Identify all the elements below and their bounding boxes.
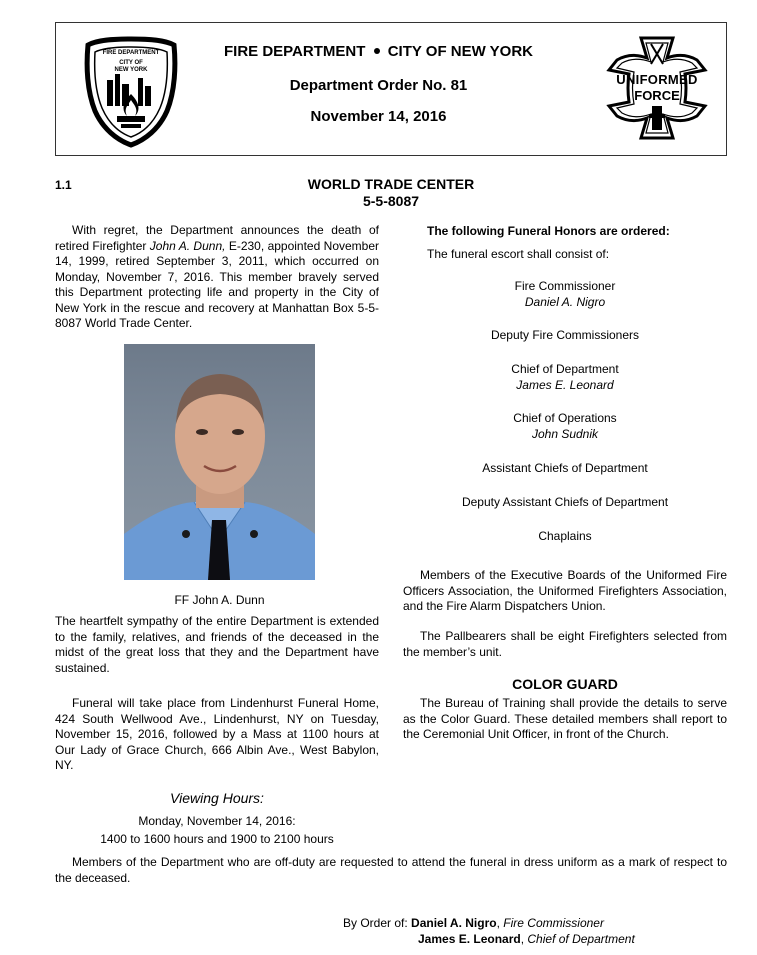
- escort-intro: The funeral escort shall consist of:: [427, 247, 610, 261]
- commissioner-title: Fire Commissioner: [503, 916, 604, 930]
- color-guard-title: COLOR GUARD: [512, 676, 618, 692]
- attend-paragraph: Members of the Department who are off-duty are requested to attend the funeral in dress uniform as a mark of respect to the deceased.: [55, 855, 727, 885]
- commissioner-name: Daniel A. Nigro: [411, 916, 497, 930]
- deceased-name: John A. Dunn,: [149, 238, 226, 253]
- section-box-number: 5-5-8087: [362, 193, 420, 209]
- seal-text-bottom: CITY OF NEW YORK: [114, 60, 148, 73]
- seal-text-top: FIRE DEPARTMENT: [102, 50, 160, 56]
- bullet-icon: [374, 48, 380, 54]
- escort-name: James E. Leonard: [516, 377, 614, 392]
- escort-item: [403, 529, 727, 545]
- chief-name: James E. Leonard: [418, 932, 521, 946]
- escort-name: John Sudnik: [531, 426, 599, 441]
- color-guard-paragraph: The Bureau of Training shall provide the details to serve as the Color Guard. These detailed members shall report to the Ceremonial Unit Officer, in front of the Church.: [403, 696, 727, 741]
- pallbearers-paragraph: The Pallbearers shall be eight Firefighters selected from the member’s unit.: [403, 629, 727, 659]
- section-title: WORLD TRADE CENTER: [307, 176, 475, 192]
- viewing-hours-title: Viewing Hours:: [170, 790, 264, 806]
- signature-line-2: James E. Leonard, Chief of Department: [418, 932, 635, 946]
- escort-item: [403, 495, 727, 511]
- section-number: 1.1: [55, 178, 72, 192]
- escort-item: [403, 362, 727, 393]
- escort-item: [403, 411, 727, 442]
- escort-title: Deputy Fire Commissioners: [490, 328, 640, 342]
- member-photo: [124, 344, 315, 580]
- emblem-text-line2: FORCE: [634, 88, 680, 103]
- chief-title: Chief of Department: [527, 932, 635, 946]
- uniformed-force-emblem: [605, 34, 709, 142]
- order-date: November 14, 2016: [310, 108, 447, 125]
- intro-paragraph: [55, 223, 379, 332]
- by-order-of: By Order of:: [343, 916, 408, 930]
- escort-title: Chief of Operations: [513, 411, 617, 425]
- escort-item: [403, 279, 727, 310]
- agency-suffix: CITY OF NEW YORK: [387, 43, 534, 60]
- escort-item: [403, 461, 727, 477]
- sympathy-paragraph: The heartfelt sympathy of the entire Department is extended to the family, relatives, and friends of the deceased in the midst of the great loss that they and the Department have sustained.: [55, 614, 379, 675]
- executive-boards-paragraph: Members of the Executive Boards of the Uniformed Fire Officers Association, the Uniformed Firefighters Association, and the Fire Alarm Dispatchers Union.: [403, 568, 727, 613]
- agency-prefix: FIRE DEPARTMENT: [223, 43, 366, 60]
- escort-title: Chief of Department: [511, 362, 619, 376]
- escort-title: Deputy Assistant Chiefs of Department: [461, 495, 669, 509]
- funeral-paragraph: Funeral will take place from Lindenhurst Funeral Home, 424 South Wellwood Ave., Lindenhurst, NY on Tuesday, November 15, 2016, followed by a Mass at 1100 hours at Our Lady of Grace Church, 666 Albin Ave., West Babylon, NY.: [55, 696, 379, 772]
- escort-item: [403, 328, 727, 344]
- escort-title: Assistant Chiefs of Department: [482, 461, 648, 475]
- signature-line-1: By Order of: Daniel A. Nigro, Fire Commissioner: [343, 916, 604, 930]
- intro-text-1: With regret, the Department announces the death of retired Firefighter: [55, 223, 379, 253]
- escort-title: Chaplains: [538, 529, 592, 543]
- photo-caption: FF John A. Dunn: [174, 593, 265, 607]
- viewing-times: 1400 to 1600 hours and 1900 to 2100 hours: [100, 832, 334, 846]
- viewing-date: Monday, November 14, 2016:: [138, 814, 296, 828]
- escort-title: Fire Commissioner: [514, 279, 616, 293]
- escort-name: Daniel A. Nigro: [524, 294, 606, 309]
- intro-text-2: E-230, appointed November 14, 1999, retired September 3, 2011, which occurred on Monday, November 7, 2016. This member bravely served this Department protecting life and property in the City of New York in the rescue and recovery at Manhattan Box 5-5-8087 World Trade Center.: [55, 238, 380, 330]
- emblem-text-line1: UNIFORMED: [616, 72, 698, 87]
- order-title: Department Order No. 81: [289, 77, 468, 94]
- honors-title: The following Funeral Honors are ordered:: [427, 224, 670, 238]
